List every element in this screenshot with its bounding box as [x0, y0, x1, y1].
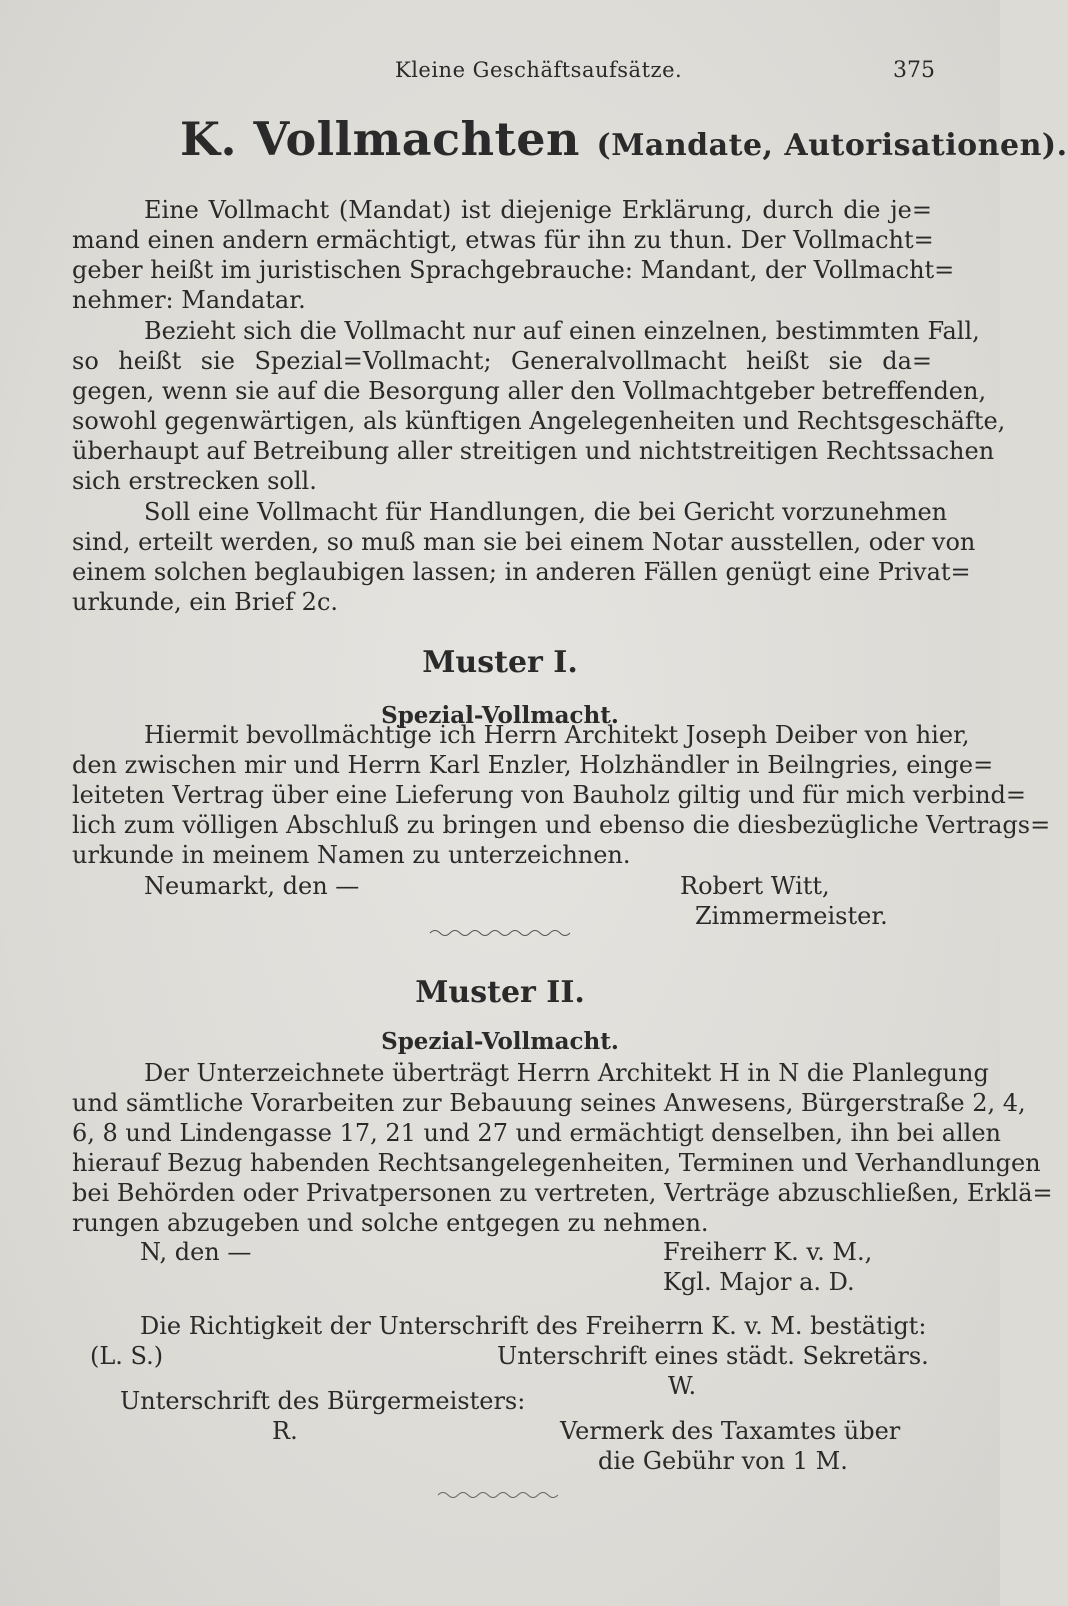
- muster-2-signer-name: Freiherr K. v. M.,: [663, 1238, 873, 1266]
- muster-2-place-date: N, den —: [140, 1238, 252, 1266]
- text-line: überhaupt auf Betreibung aller streitigen und nichtstreitigen Rechtssachen: [72, 437, 995, 465]
- running-header-title: Kleine Geschäftsaufsätze.: [395, 58, 683, 82]
- section-heading-main: K. Vollmachten: [180, 112, 580, 166]
- muster-1-body: [72, 720, 1051, 870]
- section-heading-sub: (Mandate, Autorisationen).: [596, 128, 1068, 163]
- text-line: Eine Vollmacht (Mandat) ist diejenige Erklärung, durch die je=: [144, 196, 932, 224]
- muster-1-signer-title: Zimmermeister.: [695, 902, 888, 930]
- text-line: 6, 8 und Lindengasse 17, 21 und 27 und ermächtigt denselben, ihn bei allen: [72, 1119, 1002, 1147]
- text-line: urkunde in meinem Namen zu unterzeichnen.: [72, 841, 631, 869]
- text-line: und sämtliche Vorarbeiten zur Bebauung seines Anwesens, Bürgerstraße 2, 4,: [72, 1089, 1026, 1117]
- end-divider-squiggle: [438, 1490, 558, 1500]
- page-number: 375: [893, 58, 935, 83]
- text-line: urkunde, ein Brief 2c.: [72, 588, 339, 616]
- muster-2-body: [72, 1058, 1053, 1238]
- mayor-signature: Unterschrift des Bürgermeisters:: [120, 1387, 526, 1415]
- text-line: gegen, wenn sie auf die Besorgung aller den Vollmachtgeber betreffenden,: [72, 377, 987, 405]
- intro-paragraph-1: [72, 195, 955, 315]
- text-line: den zwischen mir und Herrn Karl Enzler, Holzhändler in Beilngries, einge=: [72, 751, 994, 779]
- secretary-signature: Unterschrift eines städt. Sekretärs.: [497, 1342, 929, 1370]
- text-line: nehmer: Mandatar.: [72, 286, 306, 314]
- text-line: Bezieht sich die Vollmacht nur auf einen einzelnen, bestimmten Fall,: [144, 317, 980, 345]
- seal-marker: (L. S.): [90, 1342, 164, 1370]
- text-line: Soll eine Vollmacht für Handlungen, die bei Gericht vorzunehmen: [144, 498, 948, 526]
- fee-note-line-2: die Gebühr von 1 M.: [598, 1447, 848, 1475]
- text-line: so heißt sie Spezial=Vollmacht; Generalvollmacht heißt sie da=: [72, 347, 932, 375]
- section-divider-squiggle: [430, 928, 570, 938]
- text-line: mand einen andern ermächtigt, etwas für ihn zu thun. Der Vollmacht=: [72, 226, 934, 254]
- text-line: geber heißt im juristischen Sprachgebrauche: Mandant, der Vollmacht=: [72, 256, 955, 284]
- mayor-initial: R.: [272, 1417, 298, 1445]
- text-line: Hiermit bevollmächtige ich Herrn Architekt Joseph Deiber von hier,: [144, 721, 970, 749]
- text-line: sowohl gegenwärtigen, als künftigen Angelegenheiten und Rechtsgeschäfte,: [72, 407, 1006, 435]
- text-line: lich zum völligen Abschluß zu bringen und ebenso die diesbezügliche Vertrags=: [72, 811, 1051, 839]
- text-line: hierauf Bezug habenden Rechtsangelegenheiten, Terminen und Verhandlungen: [72, 1149, 1041, 1177]
- text-line: leiteten Vertrag über eine Lieferung von Bauholz giltig und für mich verbind=: [72, 781, 1027, 809]
- muster-2-signer-title: Kgl. Major a. D.: [663, 1268, 855, 1296]
- muster-1-title: Muster I.: [422, 645, 578, 680]
- intro-paragraph-2: [72, 316, 1006, 496]
- text-line: rungen abzugeben und solche entgegen zu nehmen.: [72, 1209, 709, 1237]
- secretary-initial: W.: [668, 1372, 697, 1400]
- text-line: einem solchen beglaubigen lassen; in anderen Fällen genügt eine Privat=: [72, 558, 971, 586]
- text-line: sind, erteilt werden, so muß man sie bei einem Notar ausstellen, oder von: [72, 528, 976, 556]
- muster-2-title: Muster II.: [415, 975, 585, 1010]
- certification-line: Die Richtigkeit der Unterschrift des Freiherrn K. v. M. bestätigt:: [140, 1312, 927, 1340]
- muster-1-place-date: Neumarkt, den —: [144, 872, 360, 900]
- intro-paragraph-3: [72, 497, 976, 617]
- text-line: bei Behörden oder Privatpersonen zu vertreten, Verträge abzuschließen, Erklä=: [72, 1179, 1053, 1207]
- text-line: sich erstrecken soll.: [72, 467, 317, 495]
- muster-2-subtitle: Spezial-Vollmacht.: [381, 1028, 619, 1055]
- muster-1-subtitle: Spezial-Vollmacht.: [381, 702, 619, 729]
- section-heading: [180, 112, 1068, 166]
- fee-note-line-1: Vermerk des Taxamtes über: [560, 1417, 901, 1445]
- text-line: Der Unterzeichnete überträgt Herrn Architekt H in N die Planlegung: [144, 1059, 989, 1087]
- muster-1-signer-name: Robert Witt,: [680, 872, 830, 900]
